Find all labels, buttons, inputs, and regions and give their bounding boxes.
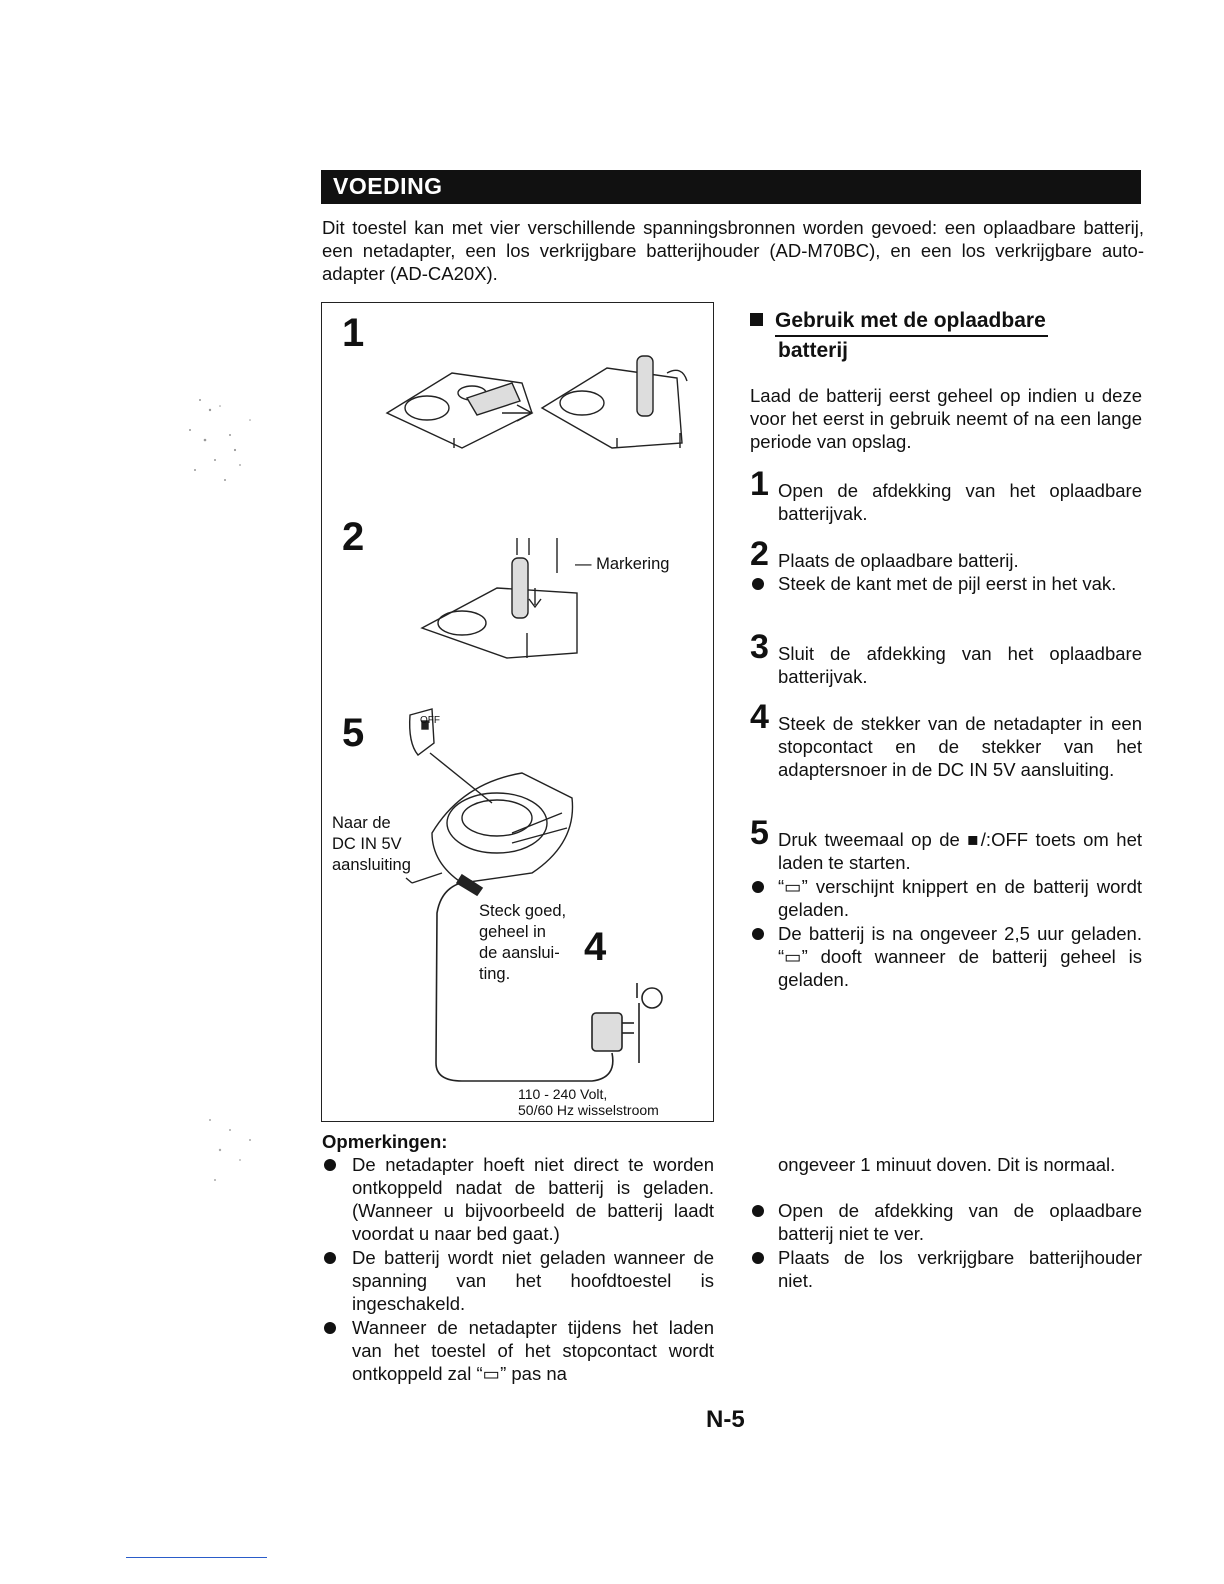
power-label-line: 50/60 Hz wisselstroom: [518, 1102, 659, 1118]
note-text: Wanneer de netadapter tijdens het laden van het toestel of het stopcontact wordt ontkoppeld zal “▭” pas na: [352, 1317, 714, 1384]
step-text: Druk tweemaal op de ■/:OFF toets om het laden te starten.: [778, 829, 1142, 873]
section-header-bar: [321, 170, 1141, 204]
section-heading-line2: batterij: [778, 339, 849, 362]
step-2: [750, 535, 1142, 573]
note-item: [322, 1246, 714, 1315]
note-item: [322, 1316, 714, 1385]
step-number: 1: [750, 465, 769, 503]
bullet-dot-icon: [752, 881, 764, 893]
bullet-text: Steek de kant met de pijl eerst in het vak.: [778, 573, 1117, 594]
dc-label-line: DC IN 5V: [332, 835, 402, 853]
step-text: Open de afdekking van het oplaadbare batterijvak.: [778, 480, 1142, 524]
marking-label: — Markering: [575, 555, 670, 573]
note-item: [750, 1246, 1142, 1292]
scan-noise-decoration: [170, 1100, 280, 1210]
notes-heading: Opmerkingen:: [322, 1131, 448, 1152]
step-text: Plaats de oplaadbare batterij.: [778, 550, 1019, 571]
note-item: [322, 1153, 714, 1245]
plug-label-line: geheel in: [479, 923, 546, 941]
step-3: [750, 628, 1142, 688]
figure-step-4: 4: [584, 925, 607, 969]
note-continuation: ongeveer 1 minuut doven. Dit is normaal.: [778, 1154, 1116, 1175]
intro-paragraph: Dit toestel kan met vier verschillende spanningsbronnen worden gevoed: een oplaadbare batterij, een netadapter, een los verkrijgbare batterijhouder (AD-M70BC), en een los verkrijgbare auto-adapter (AD-CA20X).: [322, 217, 1144, 284]
step-1: [750, 465, 1142, 525]
adapter-cable-illustration: [422, 863, 682, 1093]
scan-noise-decoration: [160, 370, 280, 510]
step-number: 4: [750, 698, 769, 736]
battery-compartment-open-illustration: [382, 353, 702, 453]
section-heading: [750, 307, 1090, 365]
plug-label-line: de aanslui-: [479, 944, 560, 962]
step-number: 3: [750, 628, 769, 666]
battery-insert-illustration: [417, 533, 617, 663]
page-number: N-5: [706, 1406, 745, 1433]
note-text: Open de afdekking van de oplaadbare batterij niet te ver.: [778, 1200, 1142, 1244]
footer-divider: [126, 1557, 267, 1558]
bullet-text: “▭” verschijnt knippert en de batterij wordt geladen.: [778, 876, 1142, 920]
bullet-dot-icon: [752, 578, 764, 590]
step-2-bullet: [750, 572, 1142, 595]
bullet-dot-icon: [324, 1322, 336, 1334]
bullet-dot-icon: [752, 928, 764, 940]
step-5-bullet: [750, 875, 1142, 921]
figure-step-5: 5: [342, 711, 365, 755]
step-5: [750, 814, 1142, 874]
power-label-line: 110 - 240 Volt,: [518, 1086, 608, 1102]
section-title: VOEDING: [333, 173, 443, 199]
note-text: De netadapter hoeft niet direct te worden ontkoppeld nadat de batterij is geladen. (Wanneer u bijvoorbeeld de batterij laadt voordat u naar bed gaat.): [352, 1154, 714, 1244]
note-item: [750, 1199, 1142, 1245]
bullet-text: De batterij is na ongeveer 2,5 uur geladen. “▭” dooft wanneer de batterij geheel is geladen.: [778, 923, 1142, 990]
step-4: [750, 698, 1142, 781]
plug-label-line: Steck goed,: [479, 902, 567, 920]
step-number: 5: [750, 814, 769, 852]
power-spec-label: [518, 1086, 659, 1118]
off-label: OFF: [420, 715, 440, 726]
bullet-dot-icon: [752, 1205, 764, 1217]
square-bullet-icon: [750, 313, 763, 326]
plug-label-line: ting.: [479, 965, 511, 983]
figure-step-1: 1: [342, 311, 365, 355]
dc-label-line: Naar de: [332, 814, 391, 832]
bullet-dot-icon: [324, 1159, 336, 1171]
bullet-dot-icon: [752, 1252, 764, 1264]
dc-in-label: [332, 813, 411, 876]
figure-step-2: 2: [342, 515, 365, 559]
note-text: De batterij wordt niet geladen wanneer de spanning van het hoofdtoestel is ingeschakeld.: [352, 1247, 714, 1314]
section-intro: Laad de batterij eerst geheel op indien u deze voor het eerst in gebruik neemt of na een lange periode van opslag.: [750, 385, 1142, 452]
dc-label-line: aansluiting: [332, 856, 411, 874]
illustration-box: [321, 302, 714, 1122]
step-text: Steek de stekker van de netadapter in een stopcontact en de stekker van het adaptersnoer in de DC IN 5V aansluiting.: [778, 713, 1142, 780]
bullet-dot-icon: [324, 1252, 336, 1264]
note-text: Plaats de los verkrijgbare batterijhouder niet.: [778, 1247, 1142, 1291]
step-text: Sluit de afdekking van het oplaadbare batterijvak.: [778, 643, 1142, 687]
section-heading-line1: Gebruik met de oplaadbare: [775, 307, 1048, 337]
step-5-bullet: [750, 922, 1142, 991]
step-number: 2: [750, 535, 769, 573]
